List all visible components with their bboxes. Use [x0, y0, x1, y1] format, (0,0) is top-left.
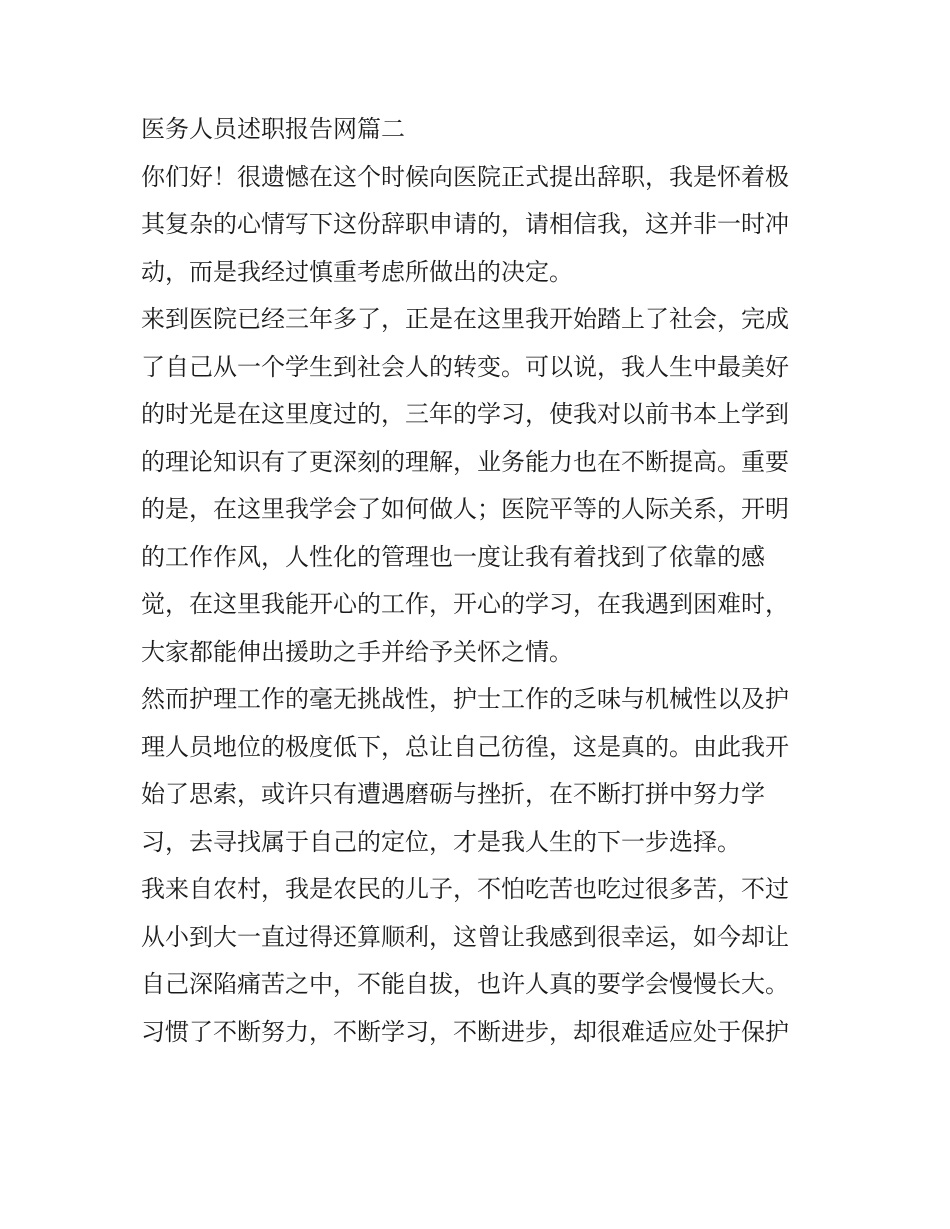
text-line: 来到医院已经三年多了，正是在这里我开始踏上了社会，完成 — [141, 305, 789, 333]
text-line: 然而护理工作的毫无挑战性，护士工作的乏味与机械性以及护 — [141, 685, 789, 713]
text-line: 动，而是我经过慎重考虑所做出的决定。 — [141, 257, 573, 286]
text-line: 了自己从一个学生到社会人的转变。可以说，我人生中最美好 — [141, 352, 789, 381]
text-line: 自己深陷痛苦之中，不能自拔，也许人真的要学会慢慢长大。 — [141, 970, 789, 998]
text-line: 我来自农村，我是农民的儿子，不怕吃苦也吃过很多苦，不过 — [141, 875, 789, 903]
document-title: 医务人员述职报告网篇二 — [141, 115, 405, 143]
paragraph-4 — [141, 866, 816, 1056]
text-line: 的理论知识有了更深刻的理解，业务能力也在不断提高。重要 — [141, 447, 789, 476]
text-line: 的时光是在这里度过的，三年的学习，使我对以前书本上学到 — [141, 400, 789, 428]
paragraph-1 — [141, 154, 816, 297]
text-line: 习，去寻找属于自己的定位，才是我人生的下一步选择。 — [141, 827, 741, 856]
text-line: 你们好！很遗憾在这个时候向医院正式提出辞职，我是怀着极 — [141, 162, 789, 191]
text-line: 理人员地位的极度低下，总让自己彷徨，这是真的。由此我开 — [141, 732, 789, 761]
text-line: 其复杂的心情写下这份辞职申请的，请相信我，这并非一时冲 — [141, 210, 789, 238]
text-line: 始了思索，或许只有遭遇磨砺与挫折，在不断打拼中努力学 — [141, 780, 765, 808]
paragraph-3 — [141, 676, 816, 866]
text-line: 觉，在这里我能开心的工作，开心的学习，在我遇到困难时， — [141, 590, 789, 618]
text-line: 从小到大一直过得还算顺利，这曾让我感到很幸运，如今却让 — [141, 922, 789, 951]
text-line: 的工作作风，人性化的管理也一度让我有着找到了依靠的感 — [141, 542, 765, 571]
paragraph-2 — [141, 296, 816, 676]
text-line: 习惯了不断努力，不断学习，不断进步，却很难适应处于保护 — [141, 1017, 789, 1046]
text-line: 大家都能伸出援助之手并给予关怀之情。 — [141, 637, 573, 666]
text-line: 的是，在这里我学会了如何做人；医院平等的人际关系，开明 — [141, 495, 789, 523]
document-body — [141, 106, 816, 1056]
